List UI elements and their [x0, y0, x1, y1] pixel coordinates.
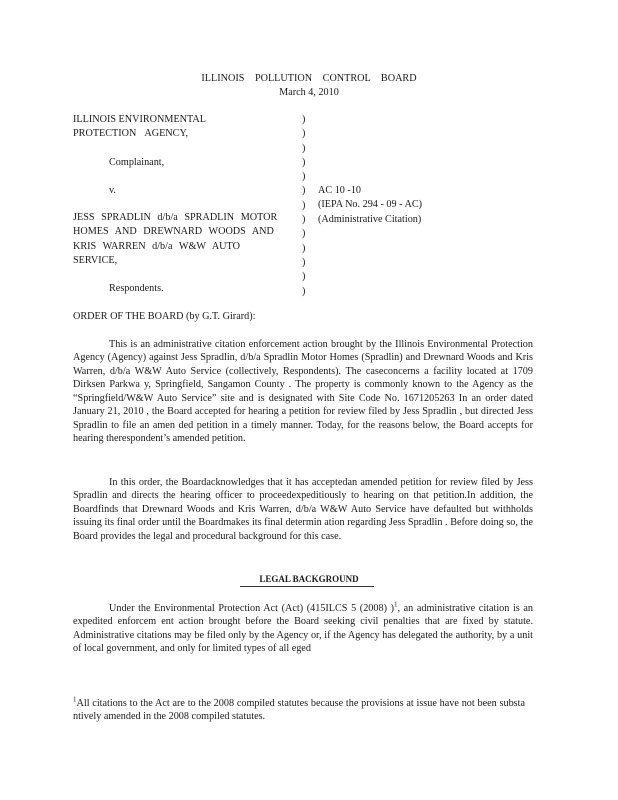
paren: ) [302, 199, 306, 211]
paren: ) [302, 142, 306, 154]
order-date: March 4, 2010 [279, 87, 339, 98]
paren: ) [302, 171, 306, 183]
footnote-marker: 1 [73, 695, 77, 704]
section-heading: LEGAL BACKGROUND [259, 574, 359, 584]
legal-text-rest: , an administrative citation is an expedited enforcem ent action brought before the Board seeking civil penalties that are fixed by statute. Administrative citations may be filed only by the Agency or, if the Agency has delegated the authority, by a unit of local government, and only for limited types of all eged [73, 603, 534, 655]
respondents-label: Respondents. [109, 283, 164, 294]
paren: ) [302, 156, 306, 168]
complainant-line-1: ILLINOIS ENVIRONMENTAL [73, 114, 207, 125]
respondent-line-4: SERVICE, [73, 254, 118, 266]
paren: ) [302, 228, 306, 240]
respondent-line-3: KRIS WARREN d/b/a W&W AUTO [73, 240, 240, 252]
paren: ) [302, 242, 306, 254]
iepa-number: (IEPA No. 294 - 09 - AC) [318, 199, 423, 211]
respondent-line-1: JESS SPRADLIN d/b/a SPRADLIN MOTOR [73, 212, 278, 223]
section-heading-underline [240, 586, 374, 587]
legal-text-start: Under the Environmental Protection Act (Act) (415ILCS 5 (2008) ) [109, 603, 394, 614]
versus-label: v. [109, 185, 116, 196]
footnote-reference[interactable]: 1 [393, 600, 398, 609]
caption-parentheses [302, 113, 312, 299]
footnote [73, 697, 525, 724]
paren: ) [302, 128, 306, 140]
respondent-name [73, 211, 295, 268]
complainant-line-2: PROTECTION AGENCY, [73, 128, 189, 140]
case-number: AC 10 -10 [318, 185, 362, 196]
case-type: (Administrative Citation) [318, 213, 422, 225]
case-info [318, 184, 458, 227]
paren: ) [302, 214, 306, 226]
paren: ) [302, 285, 306, 297]
legal-paragraph [73, 602, 533, 656]
board-title: ILLINOIS POLLUTION CONTROL BOARD [201, 73, 417, 84]
order-heading: ORDER OF THE BOARD (by G.T. Girard): [73, 311, 256, 322]
paren: ) [302, 271, 306, 283]
footnote-text: All citations to the Act are to the 2008 compiled statutes because the provisions at issue have not been substa ntively amended in the 2008 compiled statutes. [73, 698, 525, 723]
respondent-line-2: HOMES AND DREWNARD WOODS AND [73, 226, 274, 238]
body-paragraph-1: This is an administrative citation enforcement action brought by the Illinois Environmental Protection Agency (Agency) against Jess Spradlin, d/b/a Spradlin Motor Homes (Spradlin) and Drewnard Woods and Kris Warren, d/b/a W&W Auto Service (collectively, Respondents). The caseconcerns a facility located at 1709 Dirksen Parkwa y, Springfield, Sangamon County . The property is commonly known to the Agency as the “Springfield/W&W Auto Service” site and is designated with Site Code No. 1671205263 In an order dated January 21, 2010 , the Board accepted for hearing a petition for review filed by Jess Spradlin , but directed Jess Spradlin to file an amen ded petition in a timely manner. Today, for the reasons below, the Board accepts for hearing therespondent’s amended petition. [73, 339, 533, 445]
paren: ) [302, 185, 306, 197]
paren: ) [302, 256, 306, 268]
complainant-name [73, 113, 298, 142]
complainant-label: Complainant, [109, 157, 165, 168]
body-paragraph-2: In this order, the Boardacknowledges that it has acceptedan amended petition for review filed by Jess Spradlin and directs the hearing officer to proceedexpeditiously to hearing on that petition.In addition, the Boardfinds that Drewnard Woods and Kris Warren, d/b/a W&W Auto Service have defaulted but withholds issuing its final order until the Boardmakes its final determin ation regarding Jess Spradlin . Before doing so, the Board provides the legal and procedural background for this case. [73, 477, 533, 542]
paren: ) [302, 114, 306, 125]
